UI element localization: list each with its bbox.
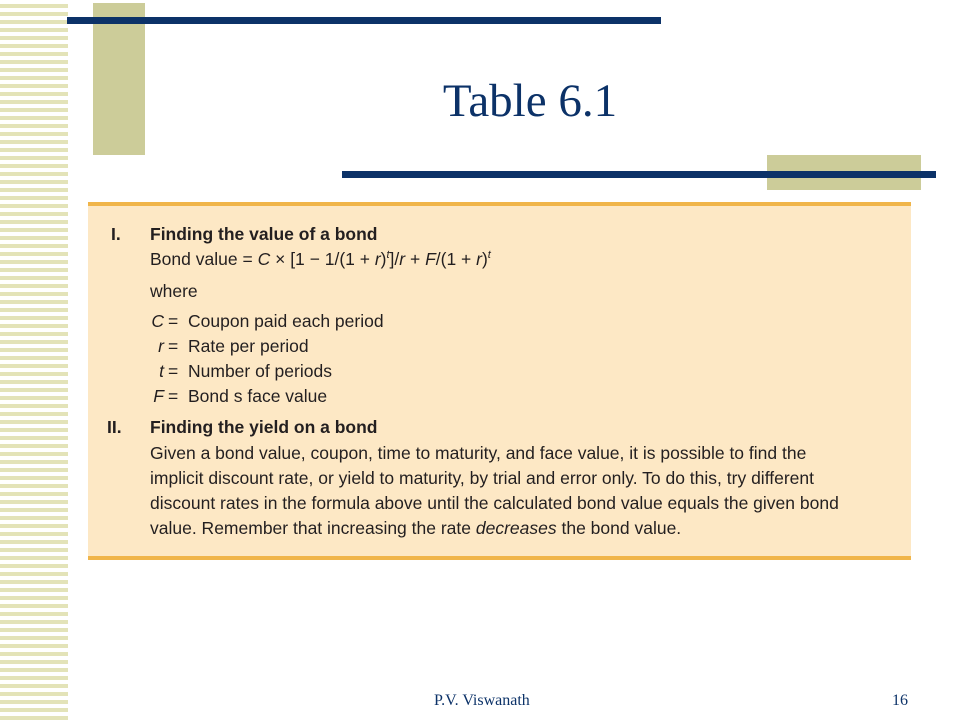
formula-part2: ]/	[389, 249, 400, 269]
def-text: Bond s face value	[188, 386, 328, 406]
section2-line: Given a bond value, coupon, time to maturity, and face value, it is possible to find the	[150, 443, 807, 463]
section1-heading: Finding the value of a bond	[150, 224, 378, 244]
decorative-stripes	[0, 0, 68, 720]
formula-close2: )	[481, 249, 488, 269]
formula-F: F	[425, 249, 436, 269]
def-text: Coupon paid each period	[188, 311, 384, 331]
def-equals: =	[168, 336, 179, 356]
def-equals: =	[168, 311, 179, 331]
formula-r: r	[374, 249, 381, 269]
section2-line: implicit discount rate, or yield to maturity, by trial and error only. To do this, try different	[150, 468, 814, 488]
def-symbol: C	[151, 311, 164, 331]
slide-title: Table 6.1	[442, 75, 618, 127]
footer-author: P.V. Viswanath	[434, 692, 530, 709]
section2-line: discount rates in the formula above until the calculated bond value equals the given bond	[150, 493, 839, 513]
def-text: Rate per period	[188, 336, 309, 356]
formula-part3: /(1 +	[435, 249, 477, 269]
last-line-post: the bond value.	[556, 518, 682, 538]
bond-value-formula	[150, 249, 491, 272]
def-text: Number of periods	[188, 361, 332, 381]
formula-part1: [1 − 1/(1 +	[290, 249, 375, 269]
decorative-title-rule	[342, 171, 936, 178]
formula-r3: r	[476, 249, 482, 269]
def-symbol: r	[158, 336, 164, 356]
formula-table-panel	[88, 202, 911, 560]
last-line-emphasis: decreases	[475, 518, 557, 538]
formula-plus: +	[405, 249, 426, 269]
def-symbol: F	[153, 386, 164, 406]
formula-exponent-t2: t	[487, 249, 491, 261]
formula-times: ×	[275, 249, 286, 269]
def-symbol: t	[159, 361, 164, 381]
formula-exponent-t: t	[386, 249, 390, 261]
page-number: 16	[892, 692, 908, 709]
formula-label: Bond value	[150, 249, 238, 269]
where-label: where	[150, 281, 198, 301]
section1-numeral: I.	[111, 224, 121, 244]
formula-close: )	[380, 249, 387, 269]
section2-numeral: II.	[107, 417, 122, 437]
decorative-top-rule	[67, 17, 661, 24]
section2-heading: Finding the yield on a bond	[150, 417, 378, 437]
formula-C: C	[257, 249, 271, 269]
def-equals: =	[168, 361, 179, 381]
def-equals: =	[168, 386, 179, 406]
formula-r2: r	[399, 249, 406, 269]
section2-last-line	[150, 518, 681, 538]
last-line-pre: value. Remember that increasing the rate	[150, 518, 476, 538]
formula-equals: =	[242, 249, 253, 269]
